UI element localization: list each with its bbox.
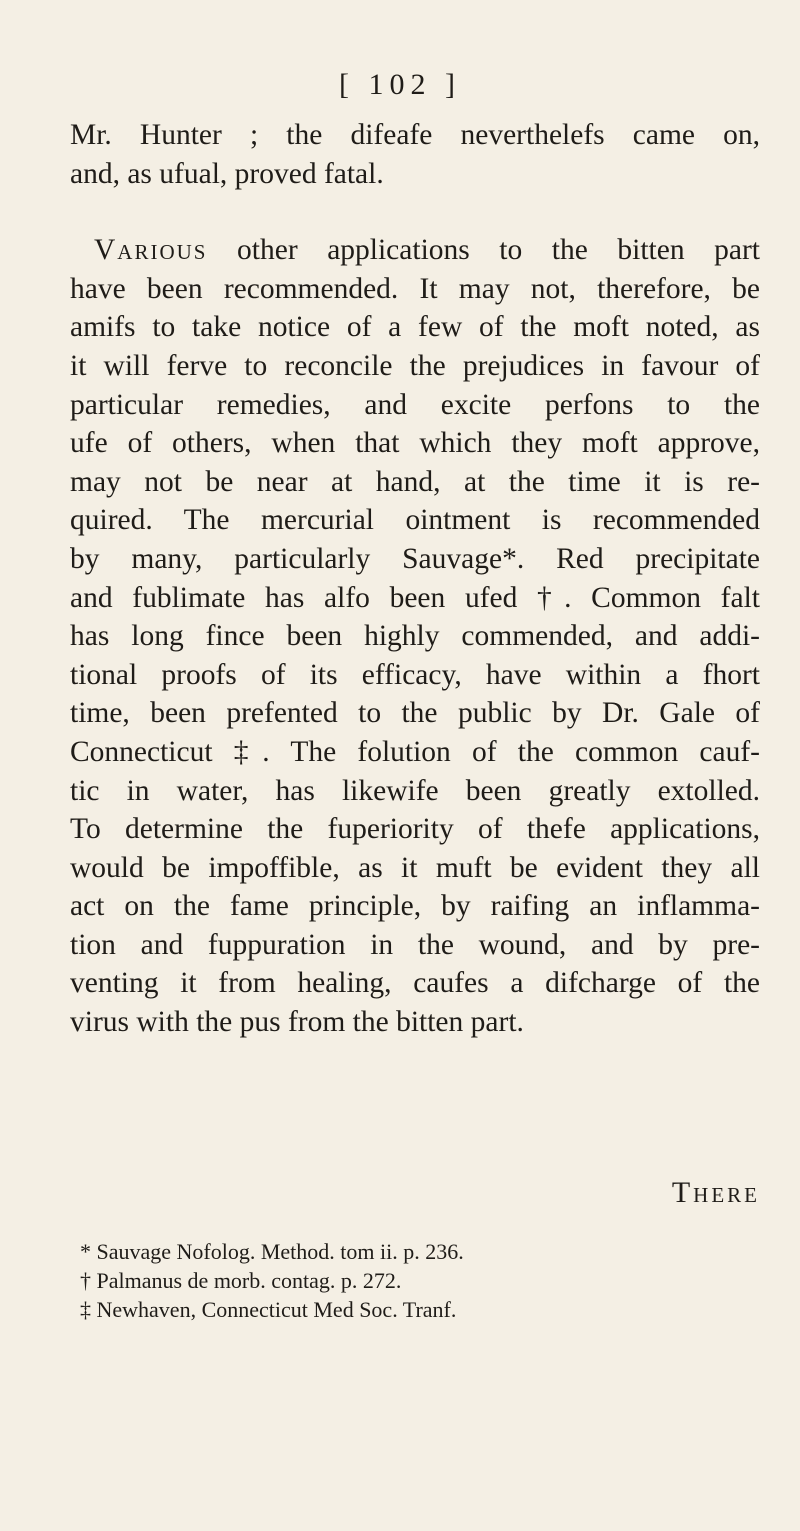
text-line: has long fince been highly commended, and addi- (70, 620, 760, 653)
text-line: venting it from healing, caufes a difcharge of the (70, 967, 760, 1000)
body-text (70, 116, 760, 1042)
text-line: To determine the fuperiority of thefe applications, (70, 813, 760, 846)
text-line: amifs to take notice of a few of the moft noted, as (70, 311, 760, 344)
page-number-header: [ 102 ] (339, 68, 461, 101)
text-line: and, as ufual, proved fatal. (70, 157, 384, 190)
text-line: and fublimate has alfo been ufed †. Common falt (70, 581, 760, 614)
text-line: Mr. Hunter ; the difeafe neverthelefs came on, (70, 119, 760, 151)
text-line: it will ferve to reconcile the prejudices in favour of (70, 349, 760, 382)
text-line: tional proofs of its efficacy, have within a fhort (70, 658, 760, 691)
text-line: tic in water, has likewife been greatly extolled. (70, 774, 760, 807)
text-line: quired. The mercurial ointment is recommended (70, 504, 760, 537)
footnote: ‡ Newhaven, Connecticut Med Soc. Tranf. (80, 1297, 457, 1322)
text-line: time, been prefented to the public by Dr. Gale of (70, 697, 760, 730)
text-line: by many, particularly Sauvage*. Red precipitate (70, 542, 760, 575)
text-line: would be impoffible, as it muft be evident they all (70, 851, 760, 884)
footnote: * Sauvage Nofolog. Method. tom ii. p. 236. (80, 1239, 464, 1264)
footnotes (80, 1237, 760, 1324)
catchword: There (671, 1176, 760, 1209)
text-line: tion and fuppuration in the wound, and by pre- (70, 928, 760, 961)
paragraph-gap (70, 193, 760, 231)
text-line: virus with the pus from the bitten part. (70, 1006, 524, 1039)
text-line: may not be near at hand, at the time it is re- (70, 465, 760, 498)
paragraph-opening-rest: other applications to the bitten part (207, 234, 760, 267)
footnote: † Palmanus de morb. contag. p. 272. (80, 1268, 402, 1293)
text-line: have been recommended. It may not, therefore, be (70, 272, 760, 305)
text-line: Connecticut ‡. The folution of the common cauf- (70, 735, 760, 768)
paragraph-initial-word: Various (94, 234, 208, 267)
text-line: act on the fame principle, by raifing an inflamma- (70, 890, 760, 923)
text-line: particular remedies, and excite perfons to the (70, 388, 760, 421)
paragraph-opening-line (70, 231, 760, 270)
text-line: ufe of others, when that which they moft approve, (70, 427, 760, 460)
